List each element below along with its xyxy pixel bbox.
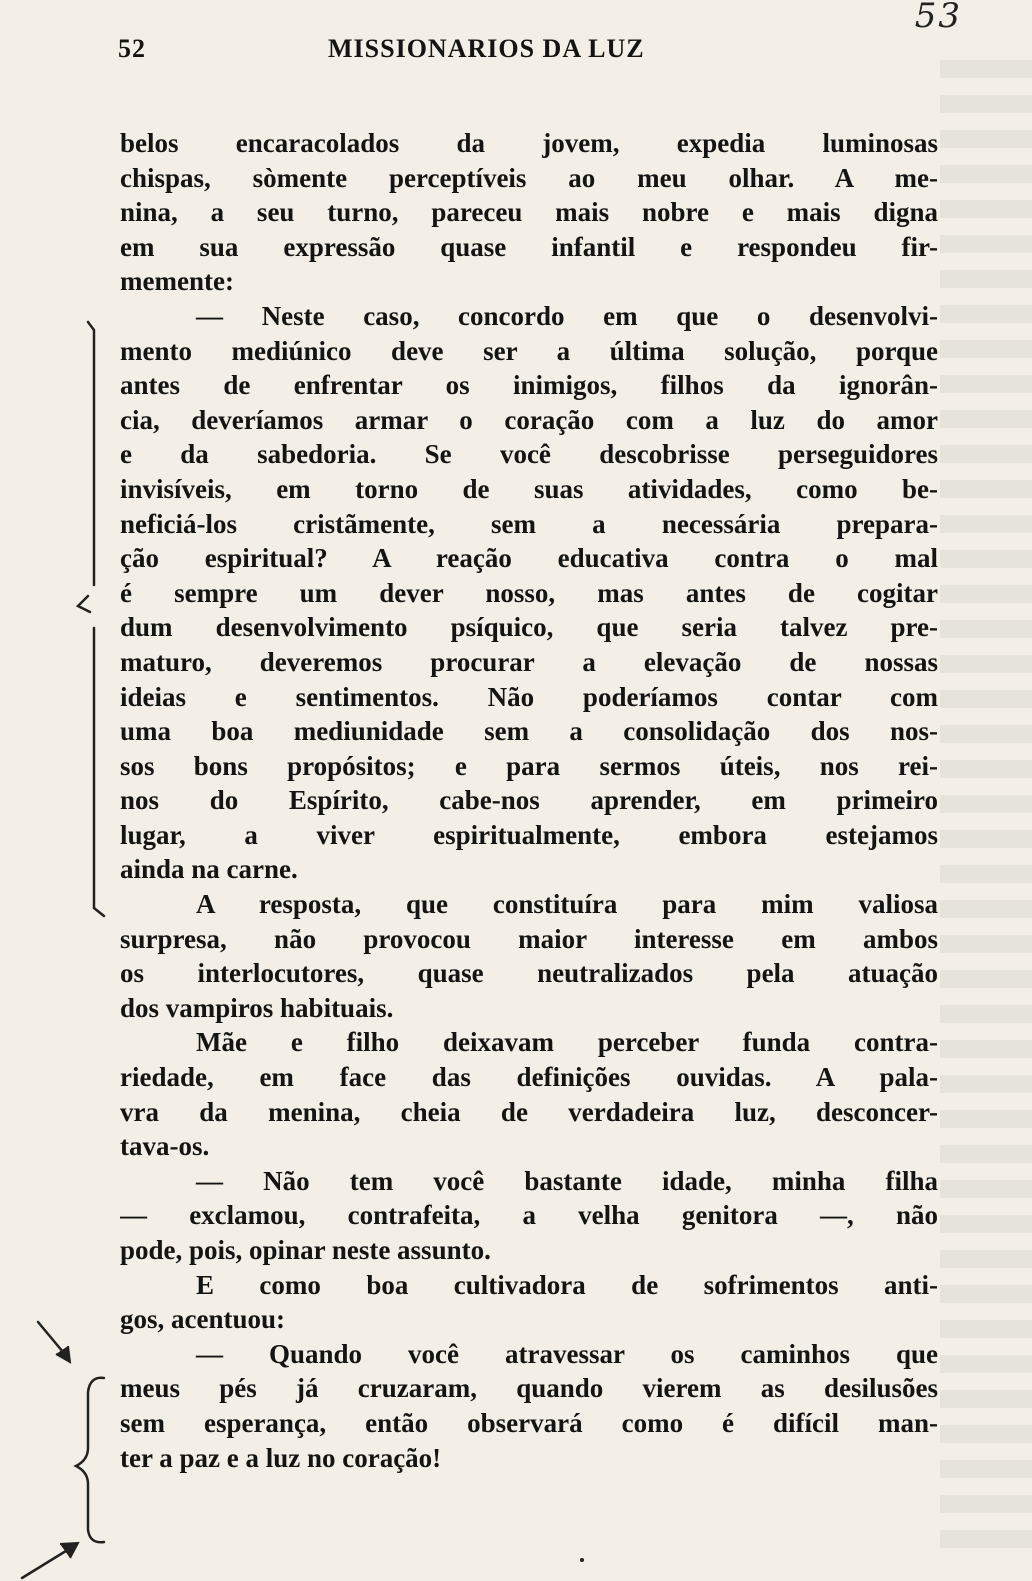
page-header bbox=[118, 28, 718, 68]
text-line: surpresa, não provocou maior interesse em ambos bbox=[120, 923, 938, 954]
running-title: MISSIONARIOS DA LUZ bbox=[328, 34, 645, 63]
text-line: meus pés já cruzaram, quando vierem as desilusões bbox=[120, 1373, 938, 1404]
text-line: — Não tem você bastante idade, minha filha bbox=[196, 1165, 938, 1196]
text-line: vra da menina, cheia de verdadeira luz, desconcer- bbox=[120, 1096, 938, 1127]
text-line: ideias e sentimentos. Não poderíamos contar com bbox=[120, 681, 938, 712]
text-line: os interlocutores, quase neutralizados pela atuação bbox=[120, 958, 938, 989]
text-line: uma boa mediunidade sem a consolidação dos nos- bbox=[120, 716, 938, 747]
text-line: cia, deveríamos armar o coração com a luz do amor bbox=[120, 404, 938, 435]
text-line: dos vampiros habituais. bbox=[120, 992, 394, 1023]
text-line: — Neste caso, concordo em que o desenvolvi- bbox=[196, 300, 938, 331]
text-line: e da sabedoria. Se você descobrisse perseguidores bbox=[120, 439, 938, 470]
text-line: ter a paz e a luz no coração! bbox=[120, 1442, 442, 1473]
text-line: gos, acentuou: bbox=[120, 1304, 286, 1335]
text-line: chispas, sòmente perceptíveis ao meu olhar. A me- bbox=[120, 162, 938, 193]
text-line: dum desenvolvimento psíquico, que seria talvez pre- bbox=[120, 612, 938, 643]
text-line: ainda na carne. bbox=[120, 854, 298, 885]
text-line: pode, pois, opinar neste assunto. bbox=[120, 1235, 491, 1265]
text-line: memente: bbox=[120, 266, 234, 297]
text-line: Mãe e filho deixavam perceber funda contra- bbox=[196, 1027, 938, 1058]
text-line: — Quando você atravessar os caminhos que bbox=[196, 1338, 938, 1369]
bleed-through-shadow bbox=[940, 60, 1032, 1560]
text-line: invisíveis, em torno de suas atividades, como be- bbox=[120, 473, 938, 504]
text-line: neficiá-los cristãmente, sem a necessária prepara- bbox=[120, 508, 938, 539]
text-line: sos bons propósitos; e para sermos úteis, nos rei- bbox=[120, 750, 938, 781]
page-number: 52 bbox=[118, 34, 146, 63]
pointer-mark bbox=[78, 596, 90, 612]
text-line: antes de enfrentar os inimigos, filhos da ignorân- bbox=[120, 370, 938, 401]
text-line: em sua expressão quase infantil e respondeu fir- bbox=[120, 231, 938, 262]
text-line: lugar, a viver espiritualmente, embora estejamos bbox=[120, 819, 938, 850]
text-line: mento mediúnico deve ser a última solução, porque bbox=[120, 335, 938, 366]
arrow-icon bbox=[60, 1543, 78, 1558]
text-line: nos do Espírito, cabe-nos aprender, em primeiro bbox=[120, 785, 938, 816]
text-line: ção espiritual? A reação educativa contra o mal bbox=[120, 543, 938, 574]
curly-bracket-mark bbox=[76, 1378, 104, 1542]
arrow-icon bbox=[38, 1322, 68, 1358]
text-line: — exclamou, contrafeita, a velha genitora —, não bbox=[120, 1200, 938, 1231]
bracket-mark bbox=[94, 628, 104, 916]
text-line: nina, a seu turno, pareceu mais nobre e mais digna bbox=[120, 197, 938, 228]
text-line: tava-os. bbox=[120, 1131, 210, 1162]
text-line: A resposta, que constituíra para mim valiosa bbox=[196, 889, 938, 920]
text-line: riedade, em face das definições ouvidas. A pala- bbox=[120, 1062, 938, 1093]
body-text bbox=[120, 126, 938, 1475]
handwritten-page-mark: 53 bbox=[914, 0, 962, 36]
ink-dot bbox=[580, 1558, 584, 1562]
text-line: sem esperança, então observará como é difícil man- bbox=[120, 1407, 938, 1438]
text-line: maturo, deveremos procurar a elevação de nossas bbox=[120, 646, 938, 677]
text-line: é sempre um dever nosso, mas antes de cogitar bbox=[120, 577, 938, 608]
arrow-icon bbox=[56, 1346, 70, 1362]
text-line: E como boa cultivadora de sofrimentos anti- bbox=[196, 1269, 938, 1300]
text-line: belos encaracolados da jovem, expedia luminosas bbox=[120, 128, 938, 158]
bracket-mark bbox=[88, 322, 94, 585]
arrow-icon bbox=[22, 1546, 74, 1578]
